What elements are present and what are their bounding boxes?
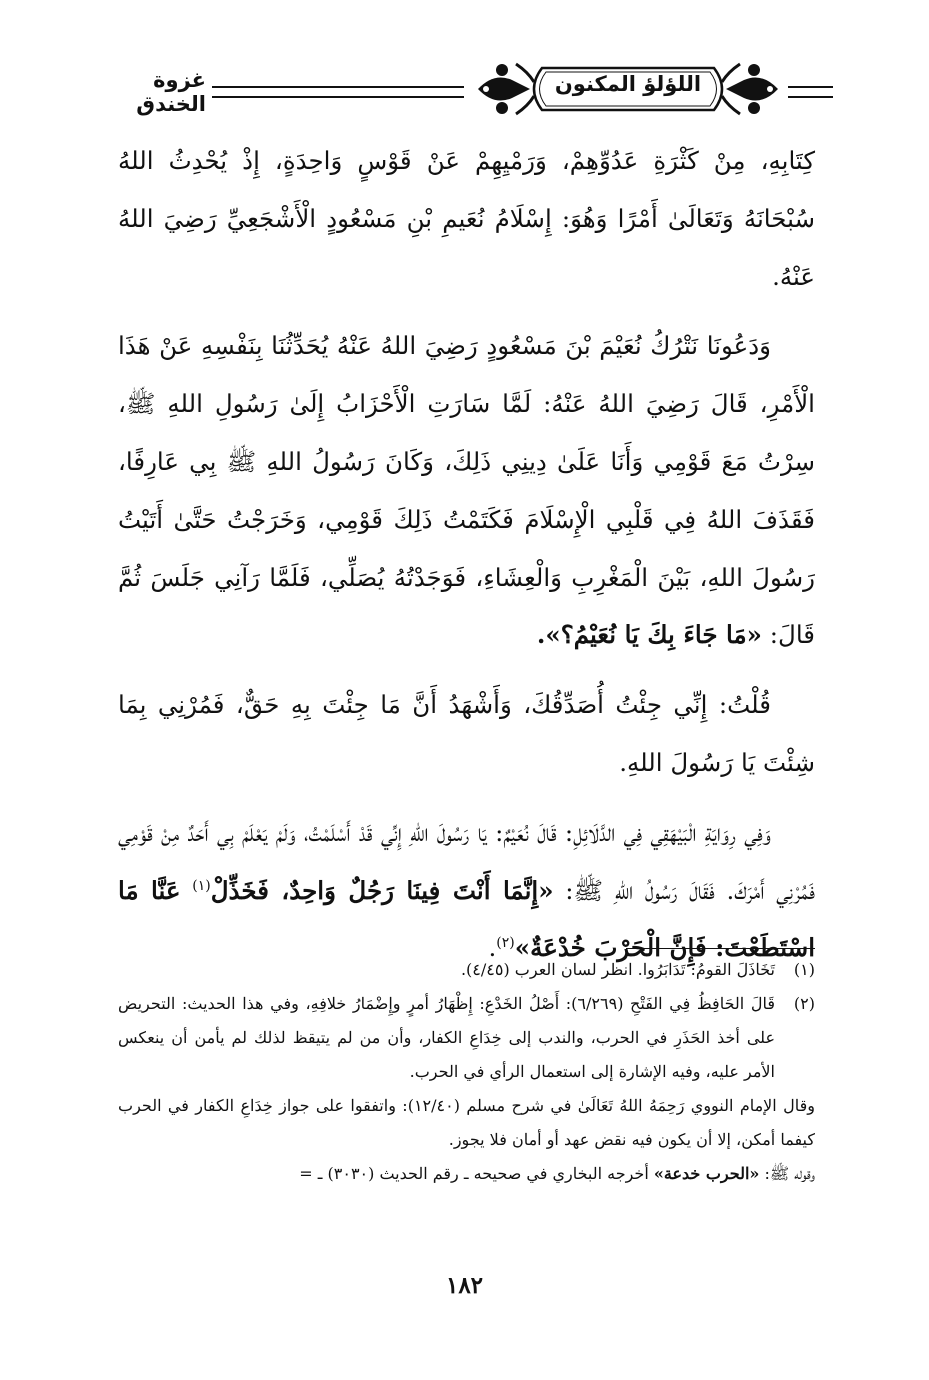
footnote-text: تَخَاذَلَ القومُ: تَدَابَرُوا. انظر لسان العرب (٤/٤٥).: [460, 960, 775, 979]
footnotes: [118, 953, 815, 1191]
prophet-quote-2b: عَنَّا مَا اسْتَطَعْتَ: فَإِنَّ الْحَرْبَ خُدْعَةٌ»: [118, 875, 815, 963]
footnote-2: [118, 987, 815, 1089]
paragraph-4: [118, 804, 815, 977]
footnote-number: (١): [793, 960, 815, 979]
footnote-separator: [626, 948, 815, 949]
paragraph-4-text: وَفِي رِوَايَةِ الْبَيْهَقِي فِي الدَّلَائِلِ: قَالَ نُعَيْمٌ: يَا رَسُولَ اللهِ إِنِّي قَدْ أَسْلَمْتُ، وَلَمْ يَعْلَمْ بِي أَحَدٌ مِنْ قَوْمِي فَمُرْنِي أَمْرَكَ. فَقَالَ رَسُولُ اللهِ ﷺ:: [118, 817, 815, 905]
footnote-1: [118, 953, 815, 987]
footnote-number: (٢): [793, 994, 815, 1013]
footnote-continuation: وقال الإمام النووي رَحِمَهُ اللهُ تَعَالَىٰ في شرح مسلم (١٢/٤٠): واتفقوا على جواز خِدَاعِ الكفار في الحرب كيفما أمكن، إلا أن يكون فيه نقض عهد أو أمان فلا يجوز.: [118, 1096, 815, 1149]
section-title: غزوة الخندق: [136, 68, 206, 116]
book-title-cartouche: [472, 58, 784, 120]
paragraph-1: كِتَابِهِ، مِنْ كَثْرَةِ عَدُوِّهِمْ، وَرَمْيِهِمْ عَنْ قَوْسٍ وَاحِدَةٍ، إِذْ يُحْدِثُ اللهُ سُبْحَانَهُ وَتَعَالَىٰ أَمْرًا وَهُوَ: إِسْلَامُ نُعَيمِ بْنِ مَسْعُودٍ الْأَشْجَعِيِّ رَضِيَ اللهُ عَنْهُ.: [118, 146, 815, 291]
paragraph-2-text: وَدَعُونَا نَتْرُكُ نُعَيْمَ بْنَ مَسْعُودٍ رَضِيَ اللهُ عَنْهُ يُحَدِّثُنَا بِنَفْسِهِ عَنْ هَذَا الْأَمْرِ، قَالَ رَضِيَ اللهُ عَنْهُ: لَمَّا سَارَتِ الْأَحْزَابُ إِلَىٰ رَسُولِ اللهِ ﷺ، سِرْتُ مَعَ قَوْمِي وَأَنَا عَلَىٰ دِينِي ذَلِكَ، وَكَانَ رَسُولُ اللهِ ﷺ بِي عَارِفًا، فَقَذَفَ اللهُ فِي قَلْبِي الْإِسْلَامَ فَكَتَمْتُ ذَلِكَ قَوْمِي، وَخَرَجْتُ حَتَّىٰ أَتَيْتُ رَسُولَ اللهِ، بَيْنَ الْمَغْرِبِ وَالْعِشَاءِ، فَوَجَدْتُهُ يُصَلِّي، فَلَمَّا رَآنِي جَلَسَ ثُمَّ قَالَ:: [118, 331, 815, 650]
footnote-continuation-last: [118, 1157, 815, 1191]
main-text: [118, 132, 815, 977]
header-double-rule-right: [788, 86, 833, 98]
book-title: اللؤلؤ المكنون: [554, 72, 702, 96]
paragraph-3: قُلْتُ: إِنِّي جِئْتُ أُصَدِّقُكَ، وَأَشْهَدُ أَنَّ مَا جِئْتَ بِهِ حَقٌّ، فَمُرْنِي بِمَا شِئْتَ يَا رَسُولَ اللهِ.: [118, 690, 815, 777]
footnote-text: قَالَ الحَافِظُ فِي الفَتْحِ (٦/٢٦٩): أَصْلُ الخَدْعِ: إِظْهَارُ أمرٍ وإِضْمَارُ خلافِهِ، وفي هذا الحديث: التحريض على أخذ الحَذَرِ في الحرب، والندب إلى خِدَاعِ الكفار، وأن من لم يتيقظ لذلك لم يأمن أن ينعكس الأمر عليه، وفيه الإشارة إلى استعمال الرأي في الحرب.: [118, 994, 776, 1081]
footnote-last-pre: وقوله ﷺ:: [764, 1164, 815, 1183]
footnote-last-post: أخرجه البخاري في صحيحه ـ رقم الحديث (٣٠٣٠) ـ =: [299, 1164, 649, 1183]
prophet-quote-1: «مَا جَاءَ بِكَ يَا نُعَيْمُ؟».: [536, 620, 762, 650]
footnote-last-quote: «الحرب خدعة»: [653, 1164, 760, 1183]
paragraph-2: [118, 317, 815, 664]
footnote-ref-1[interactable]: (١): [192, 877, 211, 894]
paragraph-4-end: .: [488, 933, 497, 963]
footnote-ref-2[interactable]: (٢): [496, 935, 515, 952]
prophet-quote-2a: «إِنَّمَا أَنْتَ فِينَا رَجُلٌ وَاحِدٌ، فَخَذِّلْ: [210, 875, 554, 905]
running-header: [88, 58, 833, 120]
header-double-rule-left: [212, 86, 464, 98]
page-number: ١٨٢: [445, 1272, 484, 1299]
